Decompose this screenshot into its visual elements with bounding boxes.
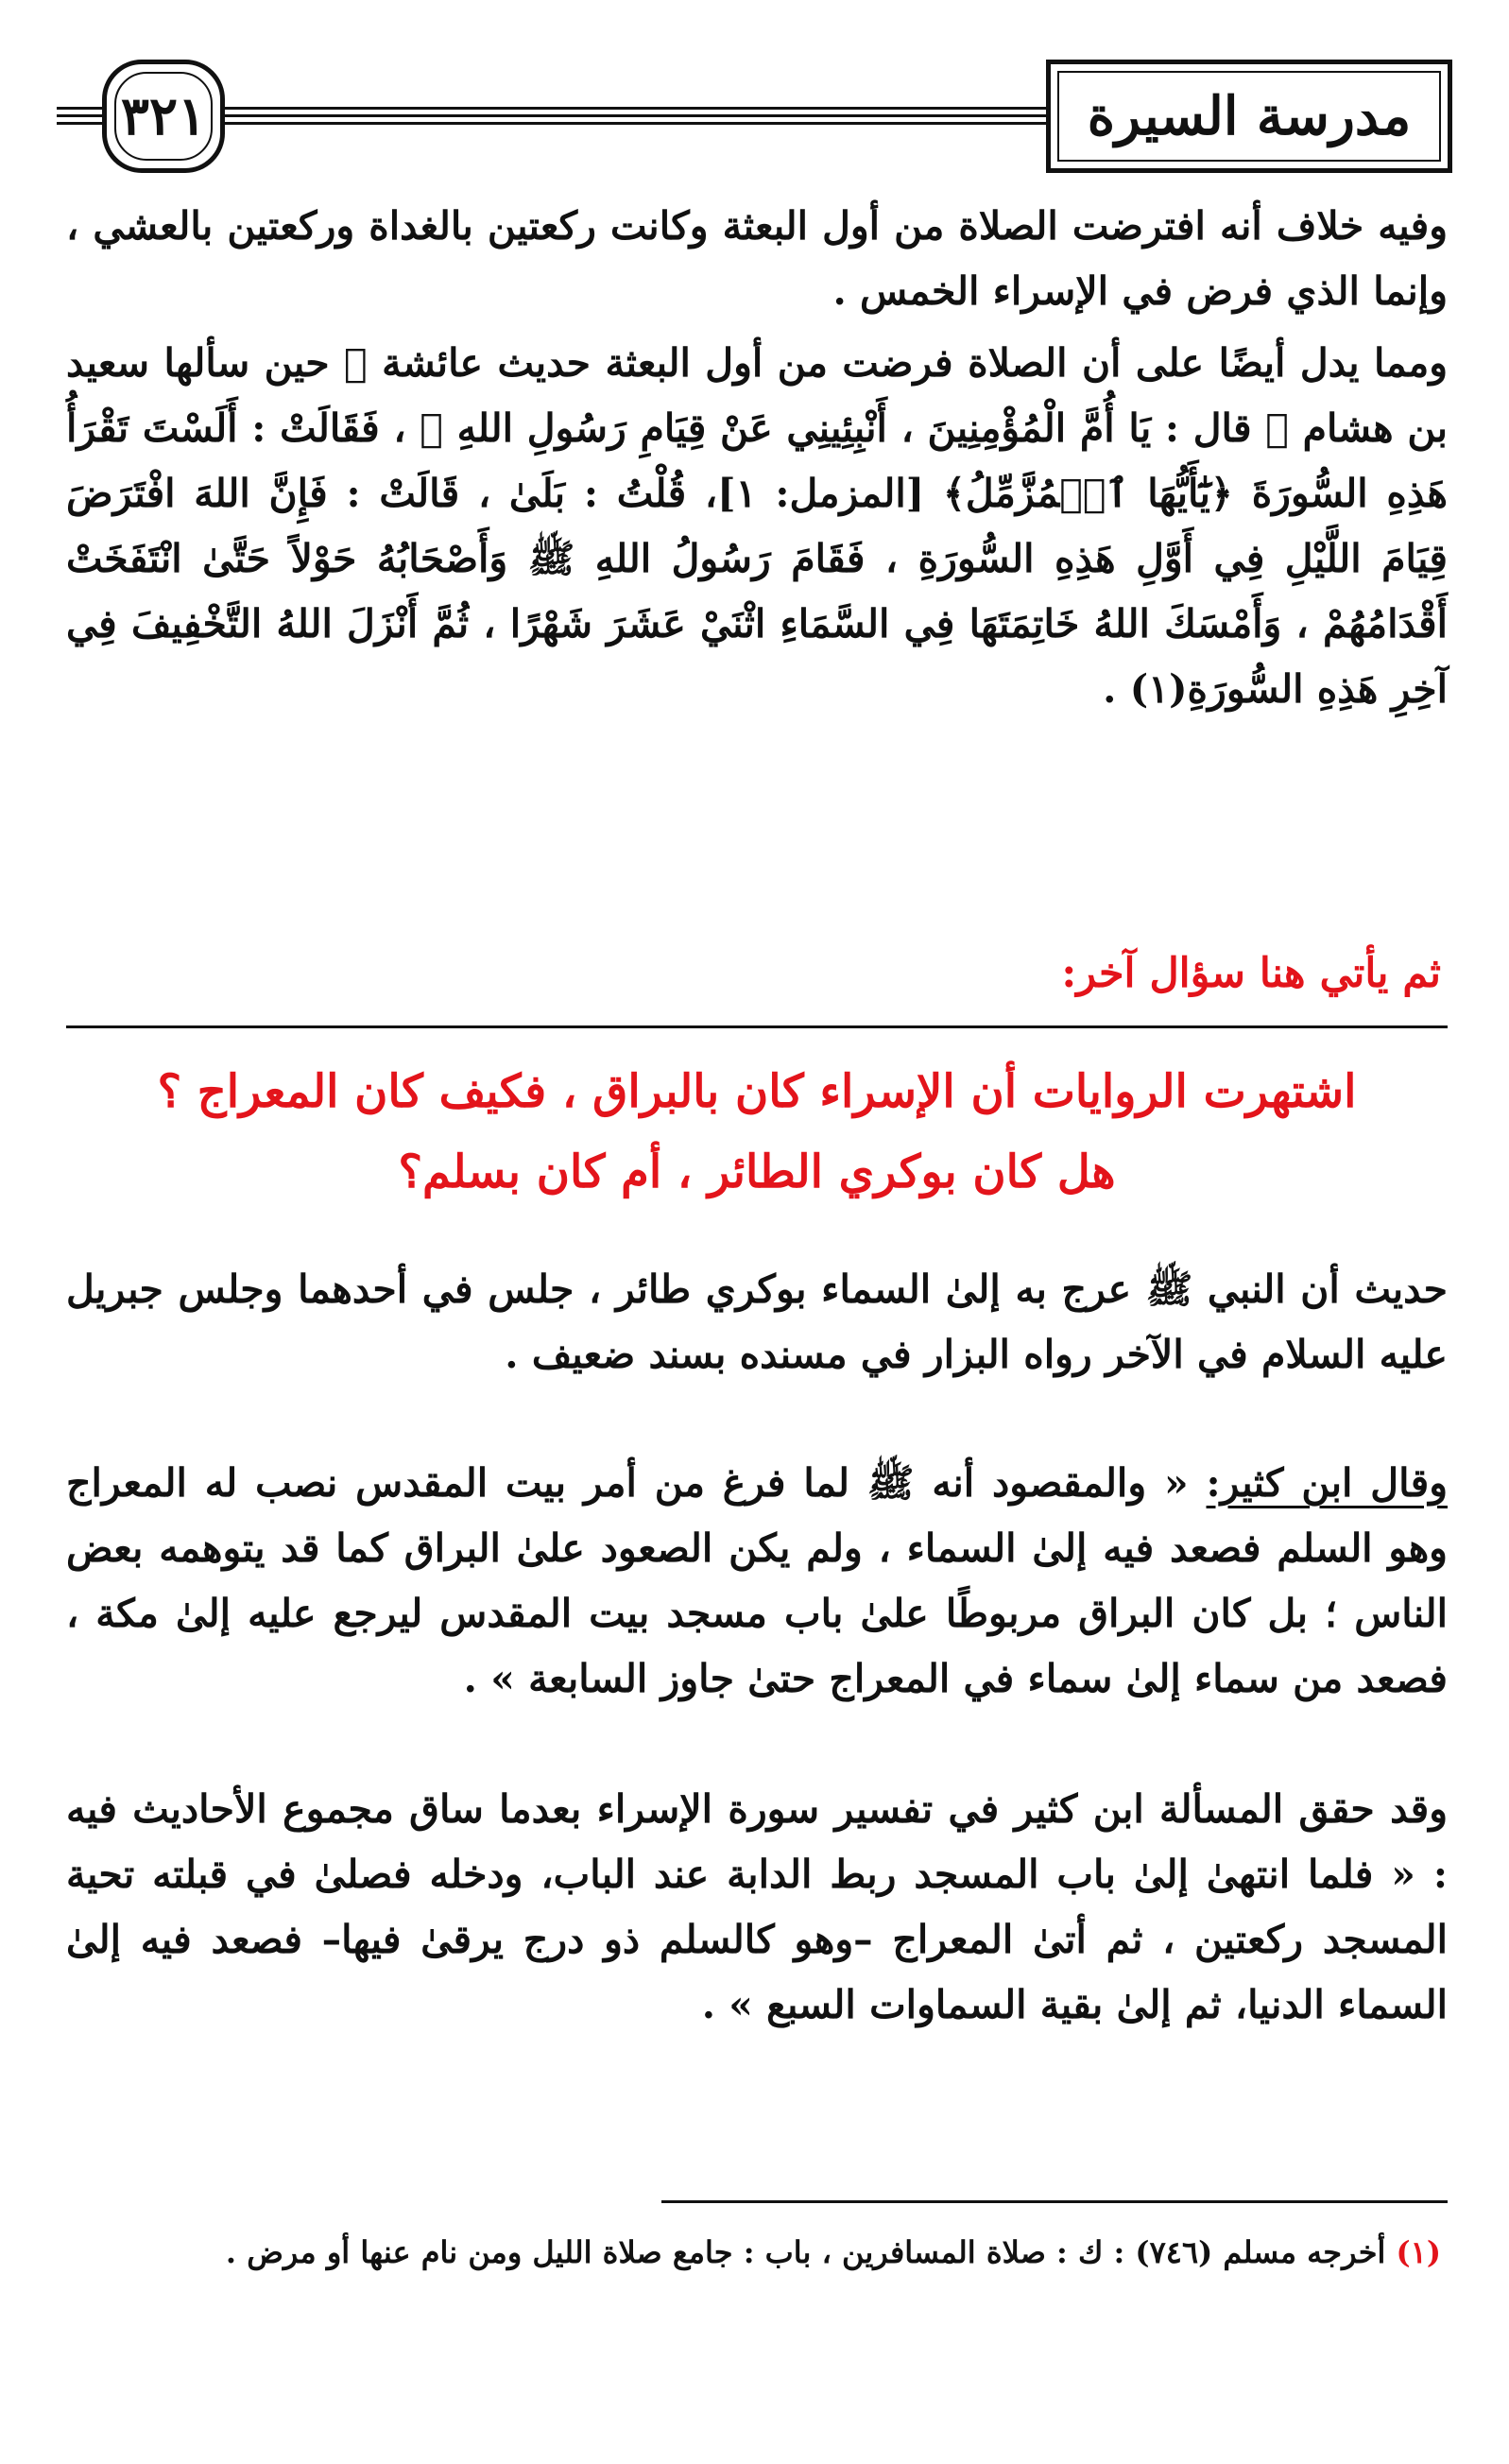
footnote-rule <box>661 2200 1448 2203</box>
footnote <box>66 2229 1441 2276</box>
paragraph-5: وقد حقق المسألة ابن كثير في تفسير سورة الإسراء بعدما ساق مجموع الأحاديث فيه : « فلما انتهىٰ إلىٰ باب المسجد ربط الدابة عند الباب، ودخله فصلىٰ في قبلته تحية المسجد ركعتين ، ثم أتىٰ المعراج –وهو كالسلم ذو درج يرقىٰ فيها– فصعد فيه إلىٰ السماء الدنيا، ثم إلىٰ بقية السماوات السبع » . <box>66 1786 1448 2027</box>
question-line-2: هل كان بوكري الطائر ، أم كان بسلم؟ <box>398 1146 1116 1198</box>
paragraph-2: ومما يدل أيضًا على أن الصلاة فرضت من أول البعثة حديث عائشة ﵂ حين سألها سعيد بن هشام ﵁ قال : يَا أُمَّ الْمُؤْمِنِينَ ، أَنْبِئِينِي عَنْ قِيَامِ رَسُولِ اللهِ ﷺ ، فَقَالَتْ : أَلَسْتَ تَقْرَأُ هَذِهِ السُّورَةَ ﴿يَٰٓأَيُّهَا ٱلۡمُزَّمِّلُ﴾ [المزمل: ١]، قُلْتُ : بَلَىٰ ، قَالَتْ : فَإِنَّ اللهَ افْتَرَضَ قِيَامَ اللَّيْلِ فِي أَوَّلِ هَذِهِ السُّورَةِ ، فَقَامَ رَسُولُ اللهِ ﷺ وَأَصْحَابُهُ حَوْلاً حَتَّىٰ انْتَفَخَتْ أَقْدَامُهُمْ ، وَأَمْسَكَ اللهُ خَاتِمَتَهَا فِي السَّمَاءِ اثْنَيْ عَشَرَ شَهْرًا ، ثُمَّ أَنْزَلَ اللهُ التَّخْفِيفَ فِي آخِرِ هَذِهِ السُّورَةِ(١) . <box>66 340 1448 712</box>
subheading-rule <box>66 1025 1448 1028</box>
paragraph-4 <box>66 1451 1448 1712</box>
footnote-marker: (١) <box>1396 2234 1441 2270</box>
paragraph-1: وفيه خلاف أنه افترضت الصلاة من أول البعثة وكانت ركعتين بالغداة وركعتين بالعشي ، وإنما الذي فرض في الإسراء الخمس . <box>66 203 1448 314</box>
question-line-1: اشتهرت الروايات أن الإسراء كان بالبراق ، فكيف كان المعراج ؟ <box>157 1065 1357 1118</box>
footnote-text: أخرجه مسلم (٧٤٦) : ك : صلاة المسافرين ، باب : جامع صلاة الليل ومن نام عنها أو مرض . <box>225 2234 1397 2270</box>
subheading: ثم يأتي هنا سؤال آخر: <box>1061 950 1441 997</box>
book-title: مدرسة السيرة <box>1087 85 1412 147</box>
paragraph-4-lead: وقال ابن كثير: <box>1206 1460 1448 1506</box>
paragraph-3: حديث أن النبي ﷺ عرج به إلىٰ السماء بوكري طائر ، جلس في أحدهما وجلس جبريل عليه السلام في الآخر رواه البزار في مسنده بسند ضعيف . <box>66 1266 1448 1377</box>
paragraph-4-text: « والمقصود أنه ﷺ لما فرغ من أمر بيت المقدس نصب له المعراج وهو السلم فصعد فيه إلىٰ السماء ، ولم يكن الصعود علىٰ البراق كما قد يتوهمه بعض الناس ؛ بل كان البراق مربوطًا علىٰ باب مسجد بيت المقدس ليرجع عليه إلىٰ مكة ، فصعد من سماء إلىٰ سماء في المعراج حتىٰ جاوز السابعة » . <box>66 1460 1448 1701</box>
book-title-frame <box>1046 60 1452 173</box>
page-number: ٣٢١ <box>120 85 207 147</box>
page-number-frame <box>102 60 225 173</box>
page-header <box>0 52 1509 165</box>
